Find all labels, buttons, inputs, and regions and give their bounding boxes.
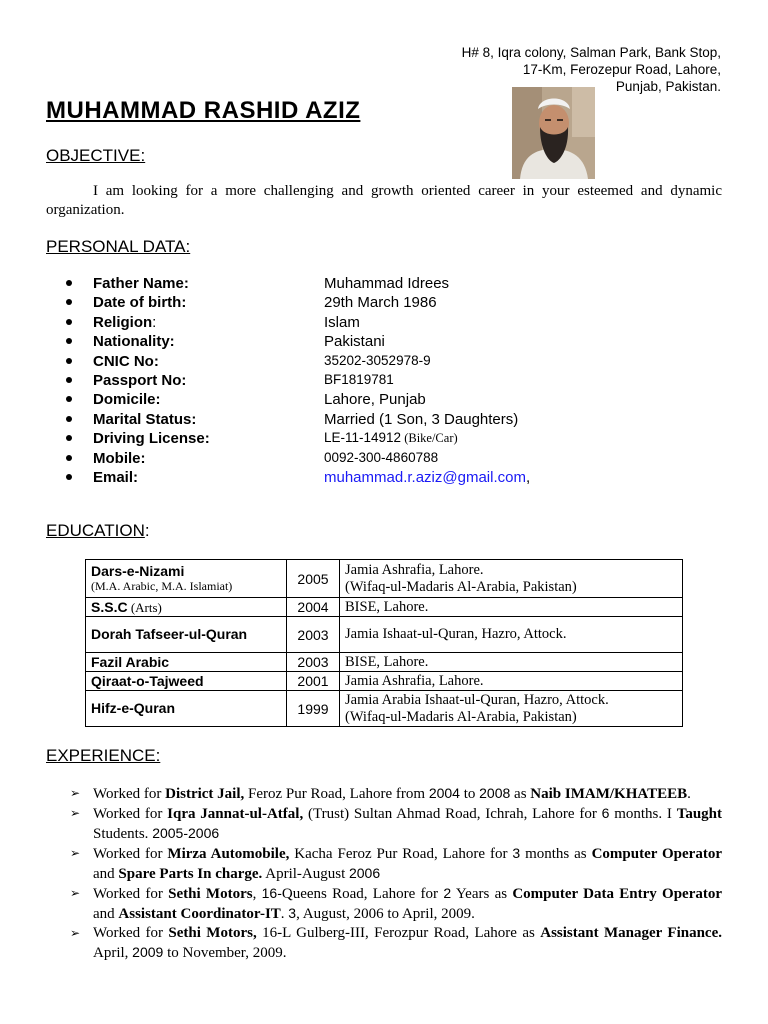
experience-item: ➢ Worked for Iqra Jannat-ul-Atfal, (Trust) Sultan Ahmad Road, Ichrah, Lahore for 6 months. I Taught Students. 2005-2006	[70, 805, 722, 842]
pd-label: Nationality:	[93, 333, 175, 351]
table-row	[86, 691, 683, 727]
arrow-bullet-icon: ➢	[70, 926, 81, 940]
pd-row-religion	[66, 313, 666, 332]
table-row	[86, 653, 683, 672]
education-heading	[46, 521, 150, 541]
institute-cell	[340, 560, 683, 598]
experience-item: ➢ Worked for Sethi Motors, 16-Queens Road, Lahore for 2 Years as Computer Data Entry Operator and Assistant Coordinator-IT. 3, August, 2006 to April, 2009.	[70, 885, 723, 922]
table-row	[86, 617, 683, 653]
profile-photo-image	[512, 87, 595, 179]
experience-emphasis: Computer Data Entry Operator	[512, 886, 723, 902]
pd-value: Islam	[324, 313, 360, 331]
institute-cell: Jamia Ishaat-ul-Quran, Hazro, Attock.	[340, 617, 683, 653]
experience-item: ➢ Worked for District Jail, Feroz Pur Road, Lahore from 2004 to 2008 as Naib IMAM/KHATEEB.	[70, 785, 691, 802]
bullet-icon	[66, 474, 72, 480]
experience-heading: EXPERIENCE:	[46, 746, 161, 765]
pd-label: Passport No:	[93, 371, 187, 389]
pd-label: Father Name:	[93, 275, 189, 292]
year-cell: 2005	[287, 560, 340, 598]
table-row	[86, 598, 683, 617]
pd-row-email	[66, 468, 666, 487]
table-row	[86, 560, 683, 598]
bullet-icon	[66, 358, 72, 364]
pd-label: CNIC No:	[93, 352, 159, 370]
arrow-bullet-icon: ➢	[70, 846, 81, 860]
institute-cell	[340, 691, 683, 727]
year-cell: 2003	[287, 617, 340, 653]
pd-label: Driving License:	[93, 430, 210, 448]
objective-heading: OBJECTIVE:	[46, 146, 146, 165]
applicant-name: MUHAMMAD RASHID AZIZ	[46, 97, 361, 124]
personal-data-heading: PERSONAL DATA:	[46, 237, 191, 256]
experience-emphasis: Sethi Motors	[168, 886, 253, 902]
pd-value: Pakistani	[324, 333, 385, 351]
experience-emphasis: Spare Parts In charge.	[118, 866, 263, 882]
experience-emphasis: Computer Operator	[591, 846, 722, 862]
education-heading-colon: :	[144, 521, 150, 540]
license-type: (Bike/Car)	[401, 431, 458, 446]
degree-cell: Fazil Arabic	[86, 653, 287, 672]
experience-emphasis: Sethi Motors,	[168, 925, 257, 941]
year-cell: 1999	[287, 691, 340, 727]
objective-text: I am looking for a more challenging and growth oriented career in your esteemed and dynamic organization.	[46, 183, 722, 218]
address-line-2: 17-Km, Ferozepur Road, Lahore,	[522, 62, 721, 77]
experience-emphasis: District Jail,	[165, 786, 245, 802]
pd-row-nationality	[66, 332, 666, 351]
arrow-bullet-icon: ➢	[70, 886, 81, 900]
pd-label: Marital Status:	[93, 410, 197, 428]
pd-row-date-of-birth	[66, 293, 666, 312]
experience-number: 2005-2006	[152, 825, 220, 841]
profile-photo	[512, 87, 595, 179]
pd-value: 29th March 1986	[324, 294, 437, 312]
institute-cell: Jamia Ashrafia, Lahore.	[340, 672, 683, 691]
experience-number: 3	[512, 845, 521, 861]
pd-value: 0092-300-4860788	[324, 449, 439, 465]
pd-value	[324, 430, 458, 446]
table-row	[86, 672, 683, 691]
experience-emphasis: Assistant Coordinator-IT	[118, 906, 281, 922]
bullet-icon	[66, 416, 72, 422]
pd-row-passport	[66, 371, 666, 390]
bullet-icon	[66, 435, 72, 441]
institute-line-1: Jamia Ashrafia, Lahore.	[345, 561, 484, 578]
experience-emphasis: Taught	[676, 806, 722, 822]
pd-value: Lahore, Punjab	[324, 391, 426, 409]
bullet-icon	[66, 377, 72, 383]
experience-number: 3	[288, 905, 297, 921]
degree-note: (Arts)	[127, 599, 162, 615]
pd-value: Muhammad Idrees	[324, 275, 450, 292]
pd-row-mobile	[66, 449, 666, 468]
degree-cell: Qiraat-o-Tajweed	[86, 672, 287, 691]
degree-cell	[86, 598, 287, 617]
bullet-icon	[66, 338, 72, 344]
institute-cell: BISE, Lahore.	[340, 653, 683, 672]
pd-value: BF1819781	[324, 371, 394, 387]
experience-item: ➢ Worked for Sethi Motors, 16-L Gulberg-III, Ferozpur Road, Lahore as Assistant Manager Finance. April, 2009 to November, 2009.	[70, 925, 722, 961]
degree-note: (M.A. Arabic, M.A. Islamiat)	[91, 578, 233, 593]
bullet-icon	[66, 396, 72, 402]
arrow-bullet-icon: ➢	[70, 786, 81, 800]
year-cell: 2001	[287, 672, 340, 691]
experience-emphasis: Naib IMAM/KHATEEB	[530, 786, 688, 802]
pd-value: 35202-3052978-9	[324, 352, 431, 368]
degree-name: S.S.C	[91, 598, 128, 615]
degree-name: Dars-e-Nizami	[91, 562, 185, 579]
pd-label: Domicile:	[93, 391, 161, 409]
email-link[interactable]: muhammad.r.aziz@gmail.com	[324, 468, 526, 486]
experience-number: 2008	[479, 785, 511, 801]
pd-row-father-name	[66, 274, 666, 293]
experience-emphasis: Iqra Jannat-ul-Atfal,	[167, 806, 304, 822]
institute-line-2: (Wifaq-ul-Madaris Al-Arabia, Pakistan)	[345, 708, 577, 725]
degree-cell: Dorah Tafseer-ul-Quran	[86, 617, 287, 653]
experience-number: 2004	[428, 785, 460, 801]
experience-number: 2	[443, 885, 452, 901]
education-heading-text: EDUCATION	[46, 521, 145, 540]
year-cell: 2004	[287, 598, 340, 617]
institute-line-1: Jamia Arabia Ishaat-ul-Quran, Hazro, Attock.	[345, 691, 609, 708]
email-comma: ,	[525, 468, 531, 486]
pd-label-colon: :	[152, 313, 157, 331]
pd-row-cnic	[66, 352, 666, 371]
personal-data-list	[66, 274, 666, 487]
bullet-icon	[66, 299, 72, 305]
pd-label: Date of birth:	[93, 294, 187, 312]
experience-number: 2009	[132, 944, 164, 960]
experience-number: 16-	[261, 885, 282, 901]
pd-value	[324, 469, 530, 486]
experience-number: 6	[601, 805, 610, 821]
pd-label: Mobile:	[93, 449, 146, 467]
pd-label	[93, 314, 156, 331]
license-number: LE-11-14912	[324, 430, 402, 446]
address-line-1: H# 8, Iqra colony, Salman Park, Bank Stop,	[461, 45, 721, 60]
address-line-3: Punjab, Pakistan.	[615, 79, 721, 94]
pd-value: Married (1 Son, 3 Daughters)	[324, 410, 519, 428]
institute-cell: BISE, Lahore.	[340, 598, 683, 617]
experience-item: ➢ Worked for Mirza Automobile, Kacha Feroz Pur Road, Lahore for 3 months as Computer Operator and Spare Parts In charge. April-August 2006	[70, 845, 722, 882]
arrow-bullet-icon: ➢	[70, 806, 81, 820]
year-cell: 2003	[287, 653, 340, 672]
pd-label: Email:	[93, 468, 139, 486]
bullet-icon	[66, 280, 72, 286]
bullet-icon	[66, 455, 72, 461]
experience-list	[70, 784, 722, 963]
pd-row-marital-status	[66, 410, 666, 429]
pd-row-domicile	[66, 390, 666, 409]
institute-line-2: (Wifaq-ul-Madaris Al-Arabia, Pakistan)	[345, 578, 577, 595]
experience-number: 2006	[348, 865, 381, 881]
bullet-icon	[66, 319, 72, 325]
degree-cell: Hifz-e-Quran	[86, 691, 287, 727]
experience-emphasis: Assistant Manager Finance.	[540, 925, 722, 941]
experience-emphasis: Mirza Automobile,	[167, 846, 290, 862]
pd-label-text: Religion	[93, 313, 153, 331]
pd-row-driving-license	[66, 429, 666, 448]
degree-cell	[86, 560, 287, 598]
education-table	[85, 559, 683, 727]
